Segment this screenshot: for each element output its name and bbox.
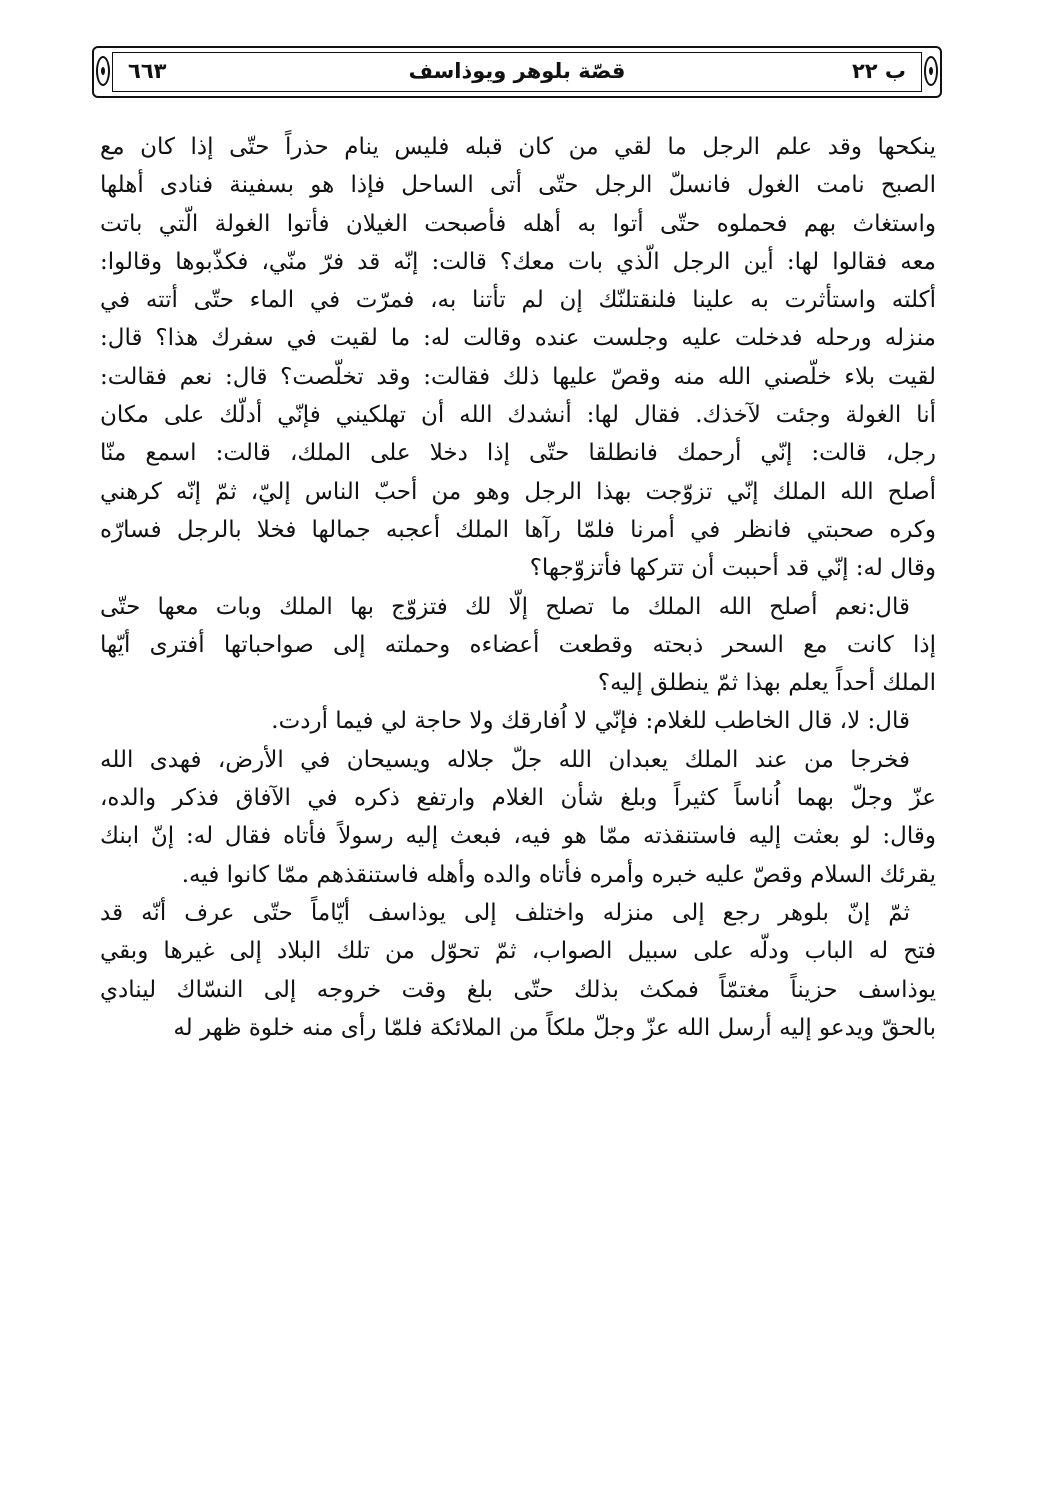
paragraph bbox=[100, 128, 936, 588]
text-line: فخرجا من عند الملك يعبدان الله جلّ جلاله ويسيحان في الأرض، فهدى الله bbox=[100, 746, 910, 773]
paragraph bbox=[100, 741, 936, 894]
paragraph bbox=[100, 702, 936, 740]
text-line: بالحقّ ويدعو إليه أرسل الله عزّ وجلّ ملكاً من الملائكة فلمّا رأى منه خلوة ظهر له bbox=[173, 1014, 936, 1041]
text-line: الملك أحداً يعلم بهذا ثمّ ينطلق إليه؟ bbox=[597, 670, 936, 697]
text-line: منزله ورحله فدخلت عليه وجلست عنده وقالت له: ما لقيت في سفرك هذا؟ قال: bbox=[100, 325, 936, 352]
text-line: الصبح نامت الغول فانسلّ الرجل حتّى أتى الساحل فإذا هو بسفينة فنادى أهلها bbox=[100, 172, 936, 199]
running-title: قصّة بلوهر ويوذاسف bbox=[408, 59, 626, 83]
text-line: ثمّ إنّ بلوهر رجع إلى منزله واختلف إلى يوذاسف أيّاماً حتّى عرف أنّه قد bbox=[100, 899, 910, 926]
text-line: أنا الغولة وجئت لآخذك. فقال لها: أنشدك الله أن تهلكيني فإنّي أدلّك على مكان bbox=[100, 402, 936, 429]
text-line: لقيت بلاء خلّصني الله منه وقصّ عليها ذلك فقالت: وقد تخلّصت؟ قال: نعم فقالت: bbox=[100, 363, 936, 390]
body-text bbox=[100, 128, 936, 1047]
text-line: أصلح الله الملك إنّي تزوّجت بهذا الرجل وهو من أحبّ الناس إليّ، ثمّ إنّه كرهني bbox=[100, 478, 936, 505]
page-number: ٦٦٣ bbox=[128, 59, 167, 83]
text-line: يوذاسف حزيناً مغتمّاً فمكث بذلك حتّى بلغ وقت خروجه إلى النسّاك لينادي bbox=[100, 976, 936, 1003]
text-line: رجل، قالت: إنّي أرحمك فانطلقا حتّى إذا دخلا على الملك، قالت: اسمع منّا bbox=[100, 440, 936, 467]
chapter-label: ب ٢٢ bbox=[851, 59, 906, 83]
paragraph bbox=[100, 588, 936, 703]
text-line: وقال له: إنّي قد أحببت أن تتركها فأتزوّجها؟ bbox=[529, 555, 936, 582]
text-line: يقرئك السلام وقصّ عليه خبره وأمره فأتاه والده وأهله فاستنقذهم ممّا كانوا فيه. bbox=[181, 861, 936, 888]
text-line: ينكحها وقد علم الرجل ما لقي من كان قبله فليس ينام حذراً حتّى إذا كان مع bbox=[100, 134, 936, 160]
text-line: عزّ وجلّ بهما اُناساً كثيراً وبلغ شأن الغلام وارتفع ذكره في الآفاق فذكر والده، bbox=[100, 785, 936, 812]
text-line: وكره صحبتي فانظر في أمرنا فلمّا رآها الملك أعجبه جمالها فخلا بالرجل فسارّه bbox=[100, 516, 936, 543]
paragraph bbox=[100, 894, 936, 1047]
text-line: فتح له الباب ودلّه على سبيل الصواب، ثمّ تحوّل من تلك البلاد إلى غيرها وبقي bbox=[100, 938, 936, 965]
text-line: واستغاث بهم فحملوه حتّى أتوا به أهله فأصبحت الغيلان فأتوا الغولة الّتي باتت bbox=[100, 210, 936, 237]
text-line: أكلته واستأثرت به علينا فلنقتلنّك إن لم تأتنا به، فمرّت في الماء حتّى أتته في bbox=[100, 287, 936, 314]
text-line: معه فقالوا لها: أين الرجل الّذي بات معك؟ قالت: إنّه قد فرّ منّي، فكذّبوها وقالوا: bbox=[100, 248, 936, 275]
running-header bbox=[92, 46, 942, 98]
text-line: إذا كانت مع السحر ذبحته وقطعت أعضاءه وحملته إلى صواحباتها أفترى أيّها bbox=[100, 631, 936, 658]
text-line: وقال: لو بعثت إليه فاستنقذته ممّا هو فيه، فبعث إليه رسولاً فأتاه فقال له: إنّ ابنك bbox=[100, 823, 936, 850]
text-line: قال:نعم أصلح الله الملك ما تصلح إلّا لك فتزوّج بها الملك وبات معها حتّى bbox=[100, 593, 910, 620]
text-line: قال: لا، قال الخاطب للغلام: فإنّي لا اُفارقك ولا حاجة لي فيما أردت. bbox=[271, 708, 910, 735]
